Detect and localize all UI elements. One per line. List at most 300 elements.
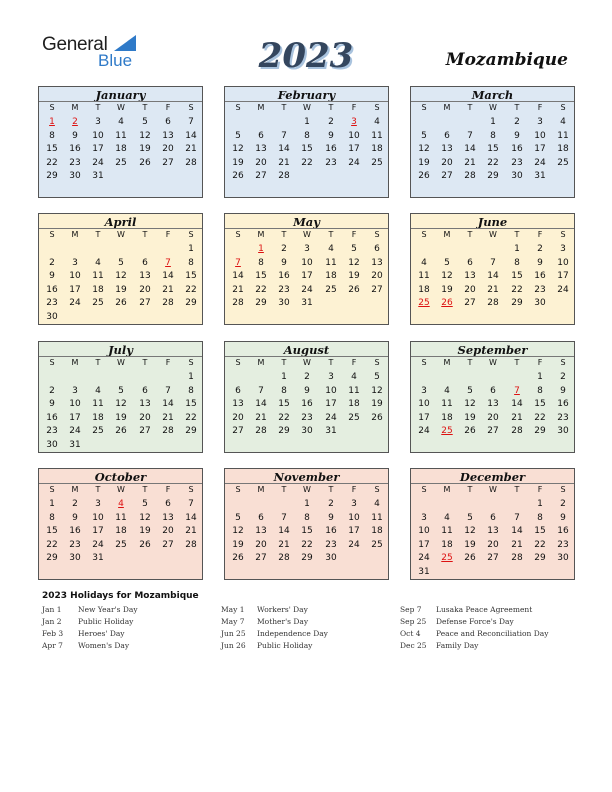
- weekday-label: F: [537, 103, 543, 112]
- day-cell: 23: [534, 284, 546, 295]
- day-cell: 19: [464, 412, 476, 423]
- day-cell: 17: [325, 399, 337, 409]
- day-cell: 17: [418, 539, 430, 550]
- month-september: [410, 341, 575, 453]
- day-cell: 2: [72, 499, 78, 509]
- weekday-label: T: [95, 485, 101, 494]
- day-cell: 28: [464, 171, 476, 181]
- weekday-label: M: [443, 358, 451, 367]
- day-cell: 4: [421, 257, 427, 268]
- day-cell: 7: [490, 257, 496, 268]
- day-cell: 18: [557, 144, 569, 154]
- day-cell: 7: [514, 512, 520, 523]
- day-cell: 16: [557, 399, 569, 409]
- weekday-label: T: [142, 103, 148, 112]
- weekday-label: S: [188, 485, 194, 494]
- day-cell: 15: [534, 526, 546, 536]
- day-cell: 16: [46, 284, 58, 295]
- day-cell: 27: [162, 157, 174, 168]
- weekday-label: T: [328, 485, 334, 494]
- month-name: November: [273, 470, 340, 484]
- day-cell: 25: [371, 157, 383, 168]
- day-cell: 24: [418, 426, 430, 436]
- holiday-day-cell: 1: [258, 244, 264, 254]
- month-november: [224, 468, 389, 580]
- day-cell: 8: [49, 512, 55, 523]
- holiday-name: New Year's Day: [78, 605, 138, 614]
- day-cell: 9: [328, 130, 334, 141]
- day-cell: 1: [281, 372, 287, 382]
- month-divider: [39, 356, 202, 357]
- day-cell: 24: [69, 426, 81, 436]
- weekday-label: W: [117, 230, 125, 239]
- day-cell: 30: [325, 553, 337, 563]
- weekday-label: T: [514, 230, 520, 239]
- day-cell: 14: [464, 144, 476, 154]
- day-cell: 3: [72, 385, 78, 396]
- day-cell: 9: [72, 512, 78, 523]
- weekday-label: T: [514, 103, 520, 112]
- day-cell: 3: [95, 499, 101, 509]
- holiday-day-cell: 4: [118, 499, 124, 509]
- day-cell: 26: [139, 157, 151, 168]
- day-cell: 27: [255, 553, 267, 563]
- day-cell: 22: [46, 539, 58, 550]
- day-cell: 25: [92, 298, 104, 308]
- day-cell: 30: [46, 311, 58, 322]
- day-cell: 12: [418, 144, 430, 154]
- month-name: July: [108, 343, 133, 357]
- day-cell: 18: [441, 412, 453, 423]
- day-cell: 23: [511, 157, 523, 168]
- day-cell: 29: [534, 553, 546, 563]
- day-cell: 6: [490, 512, 496, 523]
- day-cell: 11: [371, 130, 383, 141]
- day-cell: 30: [511, 171, 523, 181]
- holiday-day-cell: 3: [351, 117, 357, 127]
- day-cell: 5: [235, 130, 241, 141]
- day-cell: 16: [534, 271, 546, 281]
- day-cell: 10: [348, 130, 360, 141]
- day-cell: 16: [69, 144, 81, 154]
- day-cell: 14: [487, 271, 499, 281]
- day-cell: 26: [139, 539, 151, 550]
- day-cell: 19: [371, 399, 383, 409]
- month-name: January: [95, 88, 146, 102]
- day-cell: 21: [185, 144, 197, 154]
- day-cell: 20: [464, 284, 476, 295]
- day-cell: 6: [235, 385, 241, 396]
- day-cell: 27: [441, 171, 453, 181]
- day-cell: 3: [421, 512, 427, 523]
- day-cell: 5: [444, 257, 450, 268]
- day-cell: 17: [92, 526, 104, 536]
- weekday-label: S: [421, 485, 427, 494]
- month-divider: [39, 101, 202, 102]
- holiday-day-cell: 7: [235, 257, 241, 268]
- month-divider: [225, 228, 388, 229]
- day-cell: 25: [557, 157, 569, 168]
- weekday-label: S: [374, 358, 380, 367]
- day-cell: 23: [301, 412, 313, 423]
- holiday-name: Defense Force's Day: [436, 617, 514, 626]
- day-cell: 13: [162, 130, 174, 141]
- weekday-label: M: [71, 485, 79, 494]
- day-cell: 14: [511, 526, 523, 536]
- day-cell: 10: [557, 257, 569, 268]
- day-cell: 27: [232, 426, 244, 436]
- weekday-label: S: [49, 103, 55, 112]
- day-cell: 29: [278, 426, 290, 436]
- day-cell: 21: [232, 284, 244, 295]
- day-cell: 31: [92, 553, 104, 563]
- day-cell: 6: [258, 512, 264, 523]
- day-cell: 18: [418, 284, 430, 295]
- weekday-label: W: [489, 230, 497, 239]
- day-cell: 16: [301, 399, 313, 409]
- day-cell: 25: [92, 426, 104, 436]
- holiday-day-cell: 26: [441, 298, 453, 308]
- day-cell: 22: [301, 157, 313, 168]
- weekday-label: F: [351, 485, 357, 494]
- day-cell: 6: [142, 257, 148, 268]
- day-cell: 15: [301, 144, 313, 154]
- weekday-label: W: [117, 485, 125, 494]
- day-cell: 27: [255, 171, 267, 181]
- day-cell: 14: [185, 512, 197, 523]
- month-february: [224, 86, 389, 198]
- weekday-label: M: [443, 103, 451, 112]
- weekday-label: F: [165, 103, 171, 112]
- weekday-label: S: [49, 485, 55, 494]
- day-cell: 2: [304, 372, 310, 382]
- day-cell: 17: [69, 412, 81, 423]
- day-cell: 28: [185, 157, 197, 168]
- day-cell: 30: [301, 426, 313, 436]
- day-cell: 23: [69, 539, 81, 550]
- day-cell: 12: [232, 144, 244, 154]
- holiday-date: Apr 7: [42, 641, 63, 650]
- day-cell: 14: [278, 526, 290, 536]
- day-cell: 28: [511, 426, 523, 436]
- day-cell: 23: [69, 157, 81, 168]
- weekday-label: W: [489, 485, 497, 494]
- weekday-label: S: [374, 485, 380, 494]
- weekday-label: S: [235, 358, 241, 367]
- day-cell: 29: [185, 298, 197, 308]
- holiday-date: Feb 3: [42, 629, 64, 638]
- day-cell: 21: [464, 157, 476, 168]
- day-cell: 9: [281, 257, 287, 268]
- day-cell: 5: [374, 372, 380, 382]
- month-october: [38, 468, 203, 580]
- day-cell: 18: [92, 284, 104, 295]
- day-cell: 23: [46, 298, 58, 308]
- day-cell: 2: [514, 117, 520, 127]
- day-cell: 14: [255, 399, 267, 409]
- day-cell: 17: [418, 412, 430, 423]
- day-cell: 1: [537, 499, 543, 509]
- day-cell: 9: [49, 399, 55, 409]
- day-cell: 30: [557, 426, 569, 436]
- day-cell: 5: [467, 512, 473, 523]
- day-cell: 29: [255, 298, 267, 308]
- day-cell: 26: [418, 171, 430, 181]
- day-cell: 17: [348, 526, 360, 536]
- day-cell: 19: [418, 157, 430, 168]
- month-divider: [411, 483, 574, 484]
- day-cell: 2: [281, 244, 287, 254]
- month-december: [410, 468, 575, 580]
- day-cell: 11: [441, 399, 453, 409]
- month-divider: [411, 101, 574, 102]
- day-cell: 27: [487, 553, 499, 563]
- day-cell: 24: [557, 284, 569, 295]
- day-cell: 22: [511, 284, 523, 295]
- day-cell: 3: [421, 385, 427, 396]
- day-cell: 21: [487, 284, 499, 295]
- weekday-label: W: [489, 103, 497, 112]
- day-cell: 28: [162, 426, 174, 436]
- day-cell: 22: [185, 412, 197, 423]
- day-cell: 18: [325, 271, 337, 281]
- day-cell: 18: [371, 144, 383, 154]
- day-cell: 29: [487, 171, 499, 181]
- weekday-label: M: [71, 230, 79, 239]
- month-march: [410, 86, 575, 198]
- day-cell: 27: [371, 284, 383, 295]
- day-cell: 14: [162, 399, 174, 409]
- day-cell: 1: [188, 372, 194, 382]
- weekday-label: S: [421, 358, 427, 367]
- day-cell: 9: [514, 130, 520, 141]
- day-cell: 26: [464, 426, 476, 436]
- weekday-label: T: [142, 230, 148, 239]
- day-cell: 20: [162, 144, 174, 154]
- day-cell: 31: [92, 171, 104, 181]
- day-cell: 3: [351, 499, 357, 509]
- day-cell: 26: [115, 298, 127, 308]
- day-cell: 21: [511, 412, 523, 423]
- day-cell: 29: [185, 426, 197, 436]
- day-cell: 14: [278, 144, 290, 154]
- day-cell: 2: [328, 499, 334, 509]
- day-cell: 13: [464, 271, 476, 281]
- weekday-label: M: [257, 230, 265, 239]
- day-cell: 11: [325, 257, 337, 268]
- weekday-label: S: [188, 230, 194, 239]
- day-cell: 22: [255, 284, 267, 295]
- month-divider: [39, 483, 202, 484]
- day-cell: 20: [487, 539, 499, 550]
- day-cell: 13: [371, 257, 383, 268]
- day-cell: 20: [487, 412, 499, 423]
- day-cell: 24: [418, 553, 430, 563]
- holiday-name: Mother's Day: [257, 617, 309, 626]
- holiday-name: Public Holiday: [257, 641, 313, 650]
- day-cell: 4: [374, 499, 380, 509]
- day-cell: 17: [301, 271, 313, 281]
- day-cell: 23: [557, 539, 569, 550]
- day-cell: 2: [537, 244, 543, 254]
- day-cell: 15: [278, 399, 290, 409]
- weekday-label: S: [188, 103, 194, 112]
- day-cell: 13: [255, 144, 267, 154]
- day-cell: 8: [49, 130, 55, 141]
- day-cell: 8: [188, 257, 194, 268]
- weekday-label: S: [421, 230, 427, 239]
- day-cell: 19: [464, 539, 476, 550]
- day-cell: 6: [165, 117, 171, 127]
- day-cell: 5: [351, 244, 357, 254]
- day-cell: 13: [255, 526, 267, 536]
- day-cell: 29: [511, 298, 523, 308]
- day-cell: 8: [490, 130, 496, 141]
- weekday-label: T: [281, 103, 287, 112]
- month-divider: [225, 356, 388, 357]
- day-cell: 3: [95, 117, 101, 127]
- day-cell: 20: [255, 157, 267, 168]
- day-cell: 10: [534, 130, 546, 141]
- day-cell: 20: [139, 412, 151, 423]
- day-cell: 26: [464, 553, 476, 563]
- weekday-label: M: [71, 103, 79, 112]
- day-cell: 21: [255, 412, 267, 423]
- day-cell: 18: [115, 144, 127, 154]
- weekday-label: S: [560, 358, 566, 367]
- weekday-label: T: [514, 485, 520, 494]
- holiday-date: Jun 26: [221, 641, 246, 650]
- month-may: [224, 213, 389, 325]
- day-cell: 11: [92, 399, 104, 409]
- day-cell: 4: [328, 244, 334, 254]
- holiday-name: Heroes' Day: [78, 629, 125, 638]
- holiday-day-cell: 25: [441, 426, 453, 436]
- day-cell: 22: [278, 412, 290, 423]
- day-cell: 9: [537, 257, 543, 268]
- day-cell: 24: [325, 412, 337, 423]
- day-cell: 1: [304, 117, 310, 127]
- day-cell: 3: [72, 257, 78, 268]
- holiday-date: Jan 1: [42, 605, 62, 614]
- day-cell: 2: [49, 257, 55, 268]
- weekday-label: T: [95, 230, 101, 239]
- day-cell: 13: [232, 399, 244, 409]
- weekday-label: T: [281, 485, 287, 494]
- day-cell: 24: [92, 539, 104, 550]
- weekday-label: W: [303, 485, 311, 494]
- day-cell: 4: [444, 512, 450, 523]
- weekday-label: T: [467, 230, 473, 239]
- day-cell: 22: [534, 412, 546, 423]
- day-cell: 21: [185, 526, 197, 536]
- month-name: April: [104, 215, 137, 229]
- day-cell: 17: [92, 144, 104, 154]
- weekday-label: T: [281, 230, 287, 239]
- day-cell: 6: [490, 385, 496, 396]
- day-cell: 11: [418, 271, 430, 281]
- holiday-name: Independence Day: [257, 629, 328, 638]
- holiday-name: Peace and Reconciliation Day: [436, 629, 549, 638]
- day-cell: 18: [348, 399, 360, 409]
- weekday-label: T: [467, 485, 473, 494]
- day-cell: 4: [374, 117, 380, 127]
- day-cell: 7: [258, 385, 264, 396]
- weekday-label: M: [443, 485, 451, 494]
- day-cell: 20: [441, 157, 453, 168]
- day-cell: 2: [328, 117, 334, 127]
- day-cell: 13: [162, 512, 174, 523]
- month-name: October: [94, 470, 147, 484]
- day-cell: 16: [46, 412, 58, 423]
- weekday-label: F: [165, 358, 171, 367]
- day-cell: 3: [328, 372, 334, 382]
- day-cell: 30: [557, 553, 569, 563]
- day-cell: 4: [351, 372, 357, 382]
- holiday-date: Jun 25: [221, 629, 246, 638]
- weekday-label: S: [235, 485, 241, 494]
- weekday-label: M: [257, 485, 265, 494]
- day-cell: 25: [348, 412, 360, 423]
- day-cell: 29: [534, 426, 546, 436]
- day-cell: 10: [92, 512, 104, 523]
- holiday-date: Oct 4: [400, 629, 421, 638]
- day-cell: 31: [418, 566, 430, 577]
- weekday-label: S: [560, 103, 566, 112]
- day-cell: 17: [69, 284, 81, 295]
- day-cell: 22: [487, 157, 499, 168]
- weekday-label: F: [165, 485, 171, 494]
- day-cell: 19: [348, 271, 360, 281]
- day-cell: 8: [304, 130, 310, 141]
- day-cell: 9: [72, 130, 78, 141]
- weekday-label: T: [95, 358, 101, 367]
- day-cell: 11: [92, 271, 104, 281]
- day-cell: 31: [69, 439, 81, 450]
- holiday-date: Sep 25: [400, 617, 427, 626]
- day-cell: 27: [464, 298, 476, 308]
- day-cell: 16: [325, 144, 337, 154]
- day-cell: 24: [69, 298, 81, 308]
- day-cell: 7: [281, 512, 287, 523]
- day-cell: 20: [371, 271, 383, 281]
- day-cell: 16: [278, 271, 290, 281]
- day-cell: 3: [537, 117, 543, 127]
- day-cell: 1: [49, 499, 55, 509]
- weekday-label: T: [142, 485, 148, 494]
- day-cell: 13: [487, 526, 499, 536]
- day-cell: 7: [467, 130, 473, 141]
- day-cell: 15: [255, 271, 267, 281]
- day-cell: 18: [441, 539, 453, 550]
- weekday-label: T: [467, 358, 473, 367]
- day-cell: 4: [560, 117, 566, 127]
- day-cell: 27: [162, 539, 174, 550]
- day-cell: 7: [281, 130, 287, 141]
- month-divider: [411, 356, 574, 357]
- day-cell: 27: [139, 298, 151, 308]
- day-cell: 18: [371, 526, 383, 536]
- day-cell: 25: [115, 157, 127, 168]
- weekday-label: F: [537, 230, 543, 239]
- day-cell: 21: [511, 539, 523, 550]
- weekday-label: W: [489, 358, 497, 367]
- day-cell: 28: [255, 426, 267, 436]
- day-cell: 2: [560, 499, 566, 509]
- day-cell: 8: [537, 512, 543, 523]
- day-cell: 5: [467, 385, 473, 396]
- day-cell: 6: [142, 385, 148, 396]
